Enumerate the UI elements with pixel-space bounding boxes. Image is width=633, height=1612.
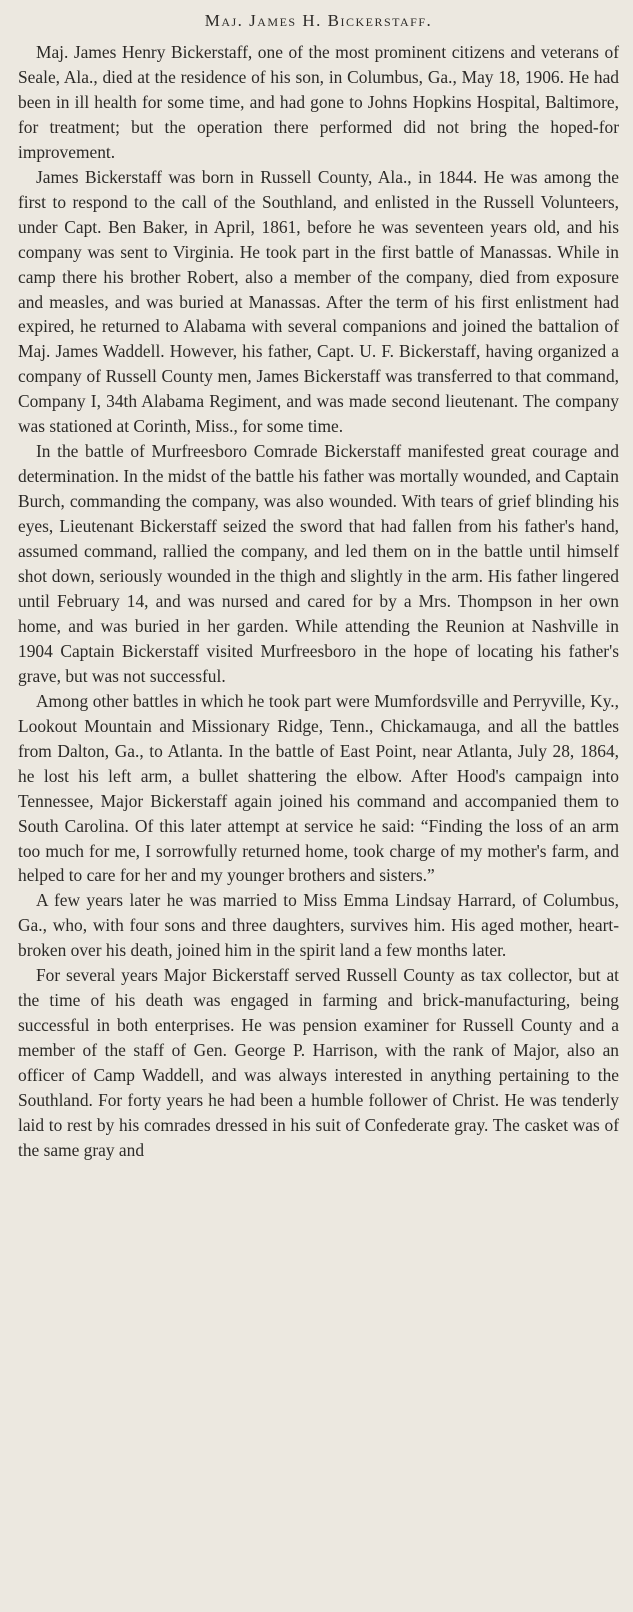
paragraph: James Bickerstaff was born in Russell County, Ala., in 1844. He was among the first to respond to the call of the Southland, and enlisted in the Russell Volunteers, under Capt. Ben Baker, in April, 1861, before he was seventeen years old, and his company was sent to Virginia. He took part in the first battle of Manassas. While in camp there his brother Robert, also a member of the company, died from exposure and measles, and was buried at Manassas. After the term of his first enlistment had expired, he returned to Alabama with several companions and joined the battalion of Maj. James Waddell. However, his father, Capt. U. F. Bickerstaff, having organized a company of Russell County men, James Bickerstaff was transferred to that command, Company I, 34th Alabama Regiment, and was made second lieutenant. The company was stationed at Corinth, Miss., for some time. xyxy=(18,166,619,437)
paragraph: In the battle of Murfreesboro Comrade Bickerstaff manifested great courage and determination. In the midst of the battle his father was mortally wounded, and Captain Burch, commanding the company, was also wounded. With tears of grief blinding his eyes, Lieutenant Bickerstaff seized the sword that had fallen from his father's hand, assumed command, rallied the company, and led them on in the battle until himself shot down, seriously wounded in the thigh and slightly in the arm. His father lingered until February 14, and was nursed and cared for by a Mrs. Thompson in her own home, and was buried in her garden. While attending the Reunion at Nashville in 1904 Captain Bickerstaff visited Murfreesboro in the hope of locating his father's grave, but was not successful. xyxy=(18,441,619,686)
paragraph: A few years later he was married to Miss Emma Lindsay Harrard, of Columbus, Ga., who, with four sons and three daughters, survives him. His aged mother, heart-broken over his death, joined him in the spirit land a few months later. xyxy=(18,890,619,961)
article-body xyxy=(18,40,619,1163)
paragraph: Maj. James Henry Bickerstaff, one of the most prominent citizens and veterans of Seale, Ala., died at the residence of his son, in Columbus, Ga., May 18, 1906. He had been in ill health for some time, and had gone to Johns Hopkins Hospital, Baltimore, for treatment; but the operation there performed did not bring the hoped-for improvement. xyxy=(18,42,619,162)
paragraph: Among other battles in which he took part were Mumfordsville and Perryville, Ky., Lookout Mountain and Missionary Ridge, Tenn., Chickamauga, and all the battles from Dalton, Ga., to Atlanta. In the battle of East Point, near Atlanta, July 28, 1864, he lost his left arm, a bullet shattering the elbow. After Hood's campaign into Tennessee, Major Bickerstaff again joined his command and accompanied them to South Carolina. Of this later attempt at service he said: “Finding the loss of an arm too much for me, I sorrowfully returned home, took charge of my mother's farm, and helped to care for her and my younger brothers and sisters.” xyxy=(18,690,619,886)
article-title: Maj. James H. Bickerstaff. xyxy=(204,11,433,30)
paragraph: For several years Major Bickerstaff served Russell County as tax collector, but at the time of his death was engaged in farming and brick-manufacturing, being successful in both enterprises. He was pension examiner for Russell County and a member of the staff of Gen. George P. Harrison, with the rank of Major, also an officer of Camp Waddell, and was always interested in anything pertaining to the Southland. For forty years he had been a humble follower of Christ. He was tenderly laid to rest by his comrades dressed in his suit of Confederate gray. The casket was of the same gray and xyxy=(18,965,619,1160)
